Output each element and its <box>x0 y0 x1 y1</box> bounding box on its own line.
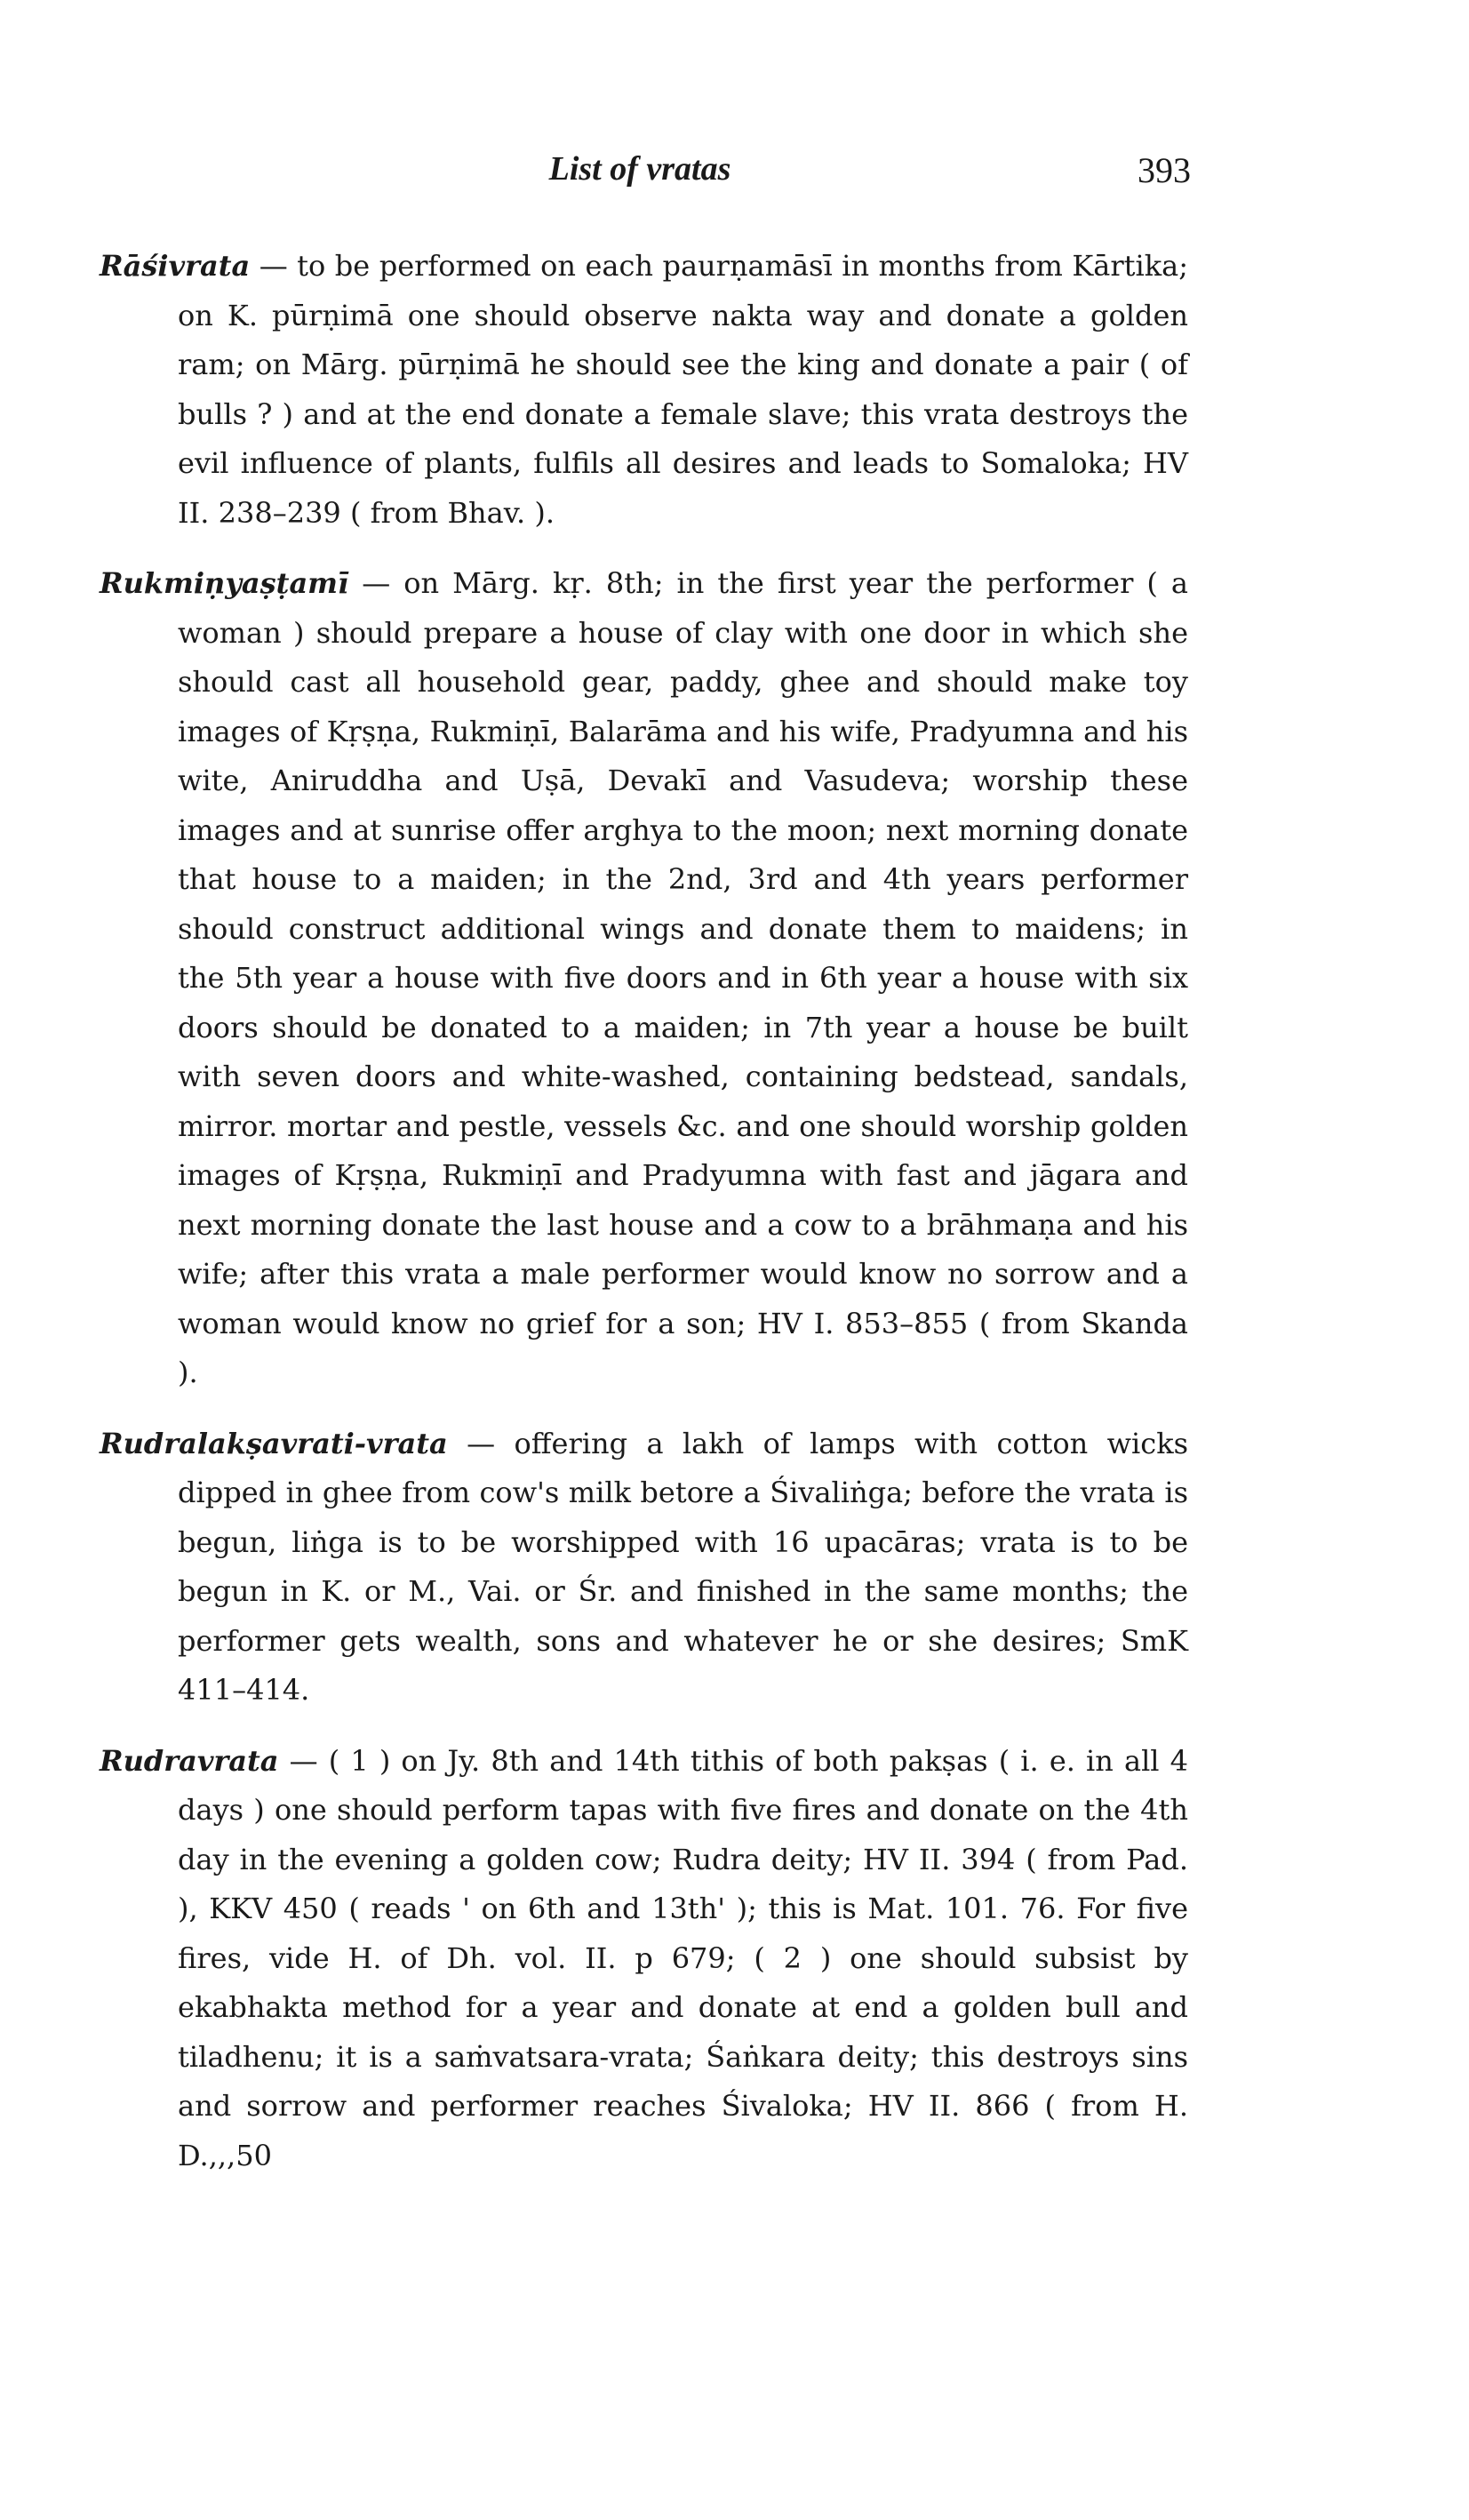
entry-rasivrata <box>100 242 1188 538</box>
entry-headword: Rukmiṇyaṣṭamī <box>100 566 349 600</box>
entry-text: — offering a lakh of lamps with cotton wicks dipped in ghee from cow's milk betore a Śivaliṅga; before the vrata is begun, liṅga is to be worshipped with 16 upacāras; vrata is to be begun in K. or M., Vai. or Śr. and finished in the same months; the performer gets wealth, sons and whatever he or she desires; SmK 411–414. <box>178 1426 1188 1707</box>
entry-headword: Rudralakṣavrati-vrata <box>100 1426 448 1460</box>
entry-headword: Rāśivrata <box>100 249 251 283</box>
entry-list <box>100 242 1188 2202</box>
page-header <box>89 149 1191 203</box>
entry-rudralaksavrati-vrata <box>100 1420 1188 1716</box>
entry-rukminyastami <box>100 559 1188 1398</box>
running-title: List of vratas <box>548 150 731 188</box>
entry-text: — on Mārg. kṛ. 8th; in the first year the performer ( a woman ) should prepare a house of clay with one door in which she should cast all household gear, paddy, ghee and should make toy images of Kṛṣṇa, Rukmiṇī, Balarāma and his wife, Pradyumna and his wite, Aniruddha and Uṣā, Devakī and Vasudeva; worship these images and at sunrise offer arghya to the moon; next morning donate that house to a maiden; in the 2nd, 3rd and 4th years performer should construct additional wings and donate them to maidens; in the 5th year a house with five doors and in 6th year a house with six doors should be donated to a maiden; in 7th year a house be built with seven doors and white-washed, containing bedstead, sandals, mirror. mortar and pestle, vessels &c. and one should worship golden images of Kṛṣṇa, Rukmiṇī and Pradyumna with fast and jāgara and next morning donate the last house and a cow to a brāhmaṇa and his wife; after this vrata a male performer would know no sorrow and a woman would know no grief for a son; HV I. 853–855 ( from Skanda ). <box>178 566 1188 1389</box>
entry-headword: Rudravrata <box>100 1743 279 1778</box>
entry-rudravrata <box>100 1737 1188 2181</box>
page-number: 393 <box>1138 150 1191 190</box>
entry-text: — ( 1 ) on Jy. 8th and 14th tithis of both pakṣas ( i. e. in all 4 days ) one should perform tapas with five fires and donate on the 4th day in the evening a golden cow; Rudra deity; HV II. 394 ( from Pad. ), KKV 450 ( reads ' on 6th and 13th' ); this is Mat. 101. 76. For five fires, vide H. of Dh. vol. II. p 679; ( 2 ) one should subsist by ekabhakta method for a year and donate at end a golden bull and tiladhenu; it is a saṁvatsara-vrata; Śaṅkara deity; this destroys sins and sorrow and performer reaches Śivaloka; HV II. 866 ( from H. D.,,,50 <box>178 1743 1188 2172</box>
entry-text: — to be performed on each paurṇamāsī in months from Kārtika; on K. pūrṇimā one should observe nakta way and donate a golden ram; on Mārg. pūrṇimā he should see the king and donate a pair ( of bulls ? ) and at the end donate a female slave; this vrata destroys the evil influence of plants, fulfils all desires and leads to Somaloka; HV II. 238–239 ( from Bhav. ). <box>178 249 1188 530</box>
